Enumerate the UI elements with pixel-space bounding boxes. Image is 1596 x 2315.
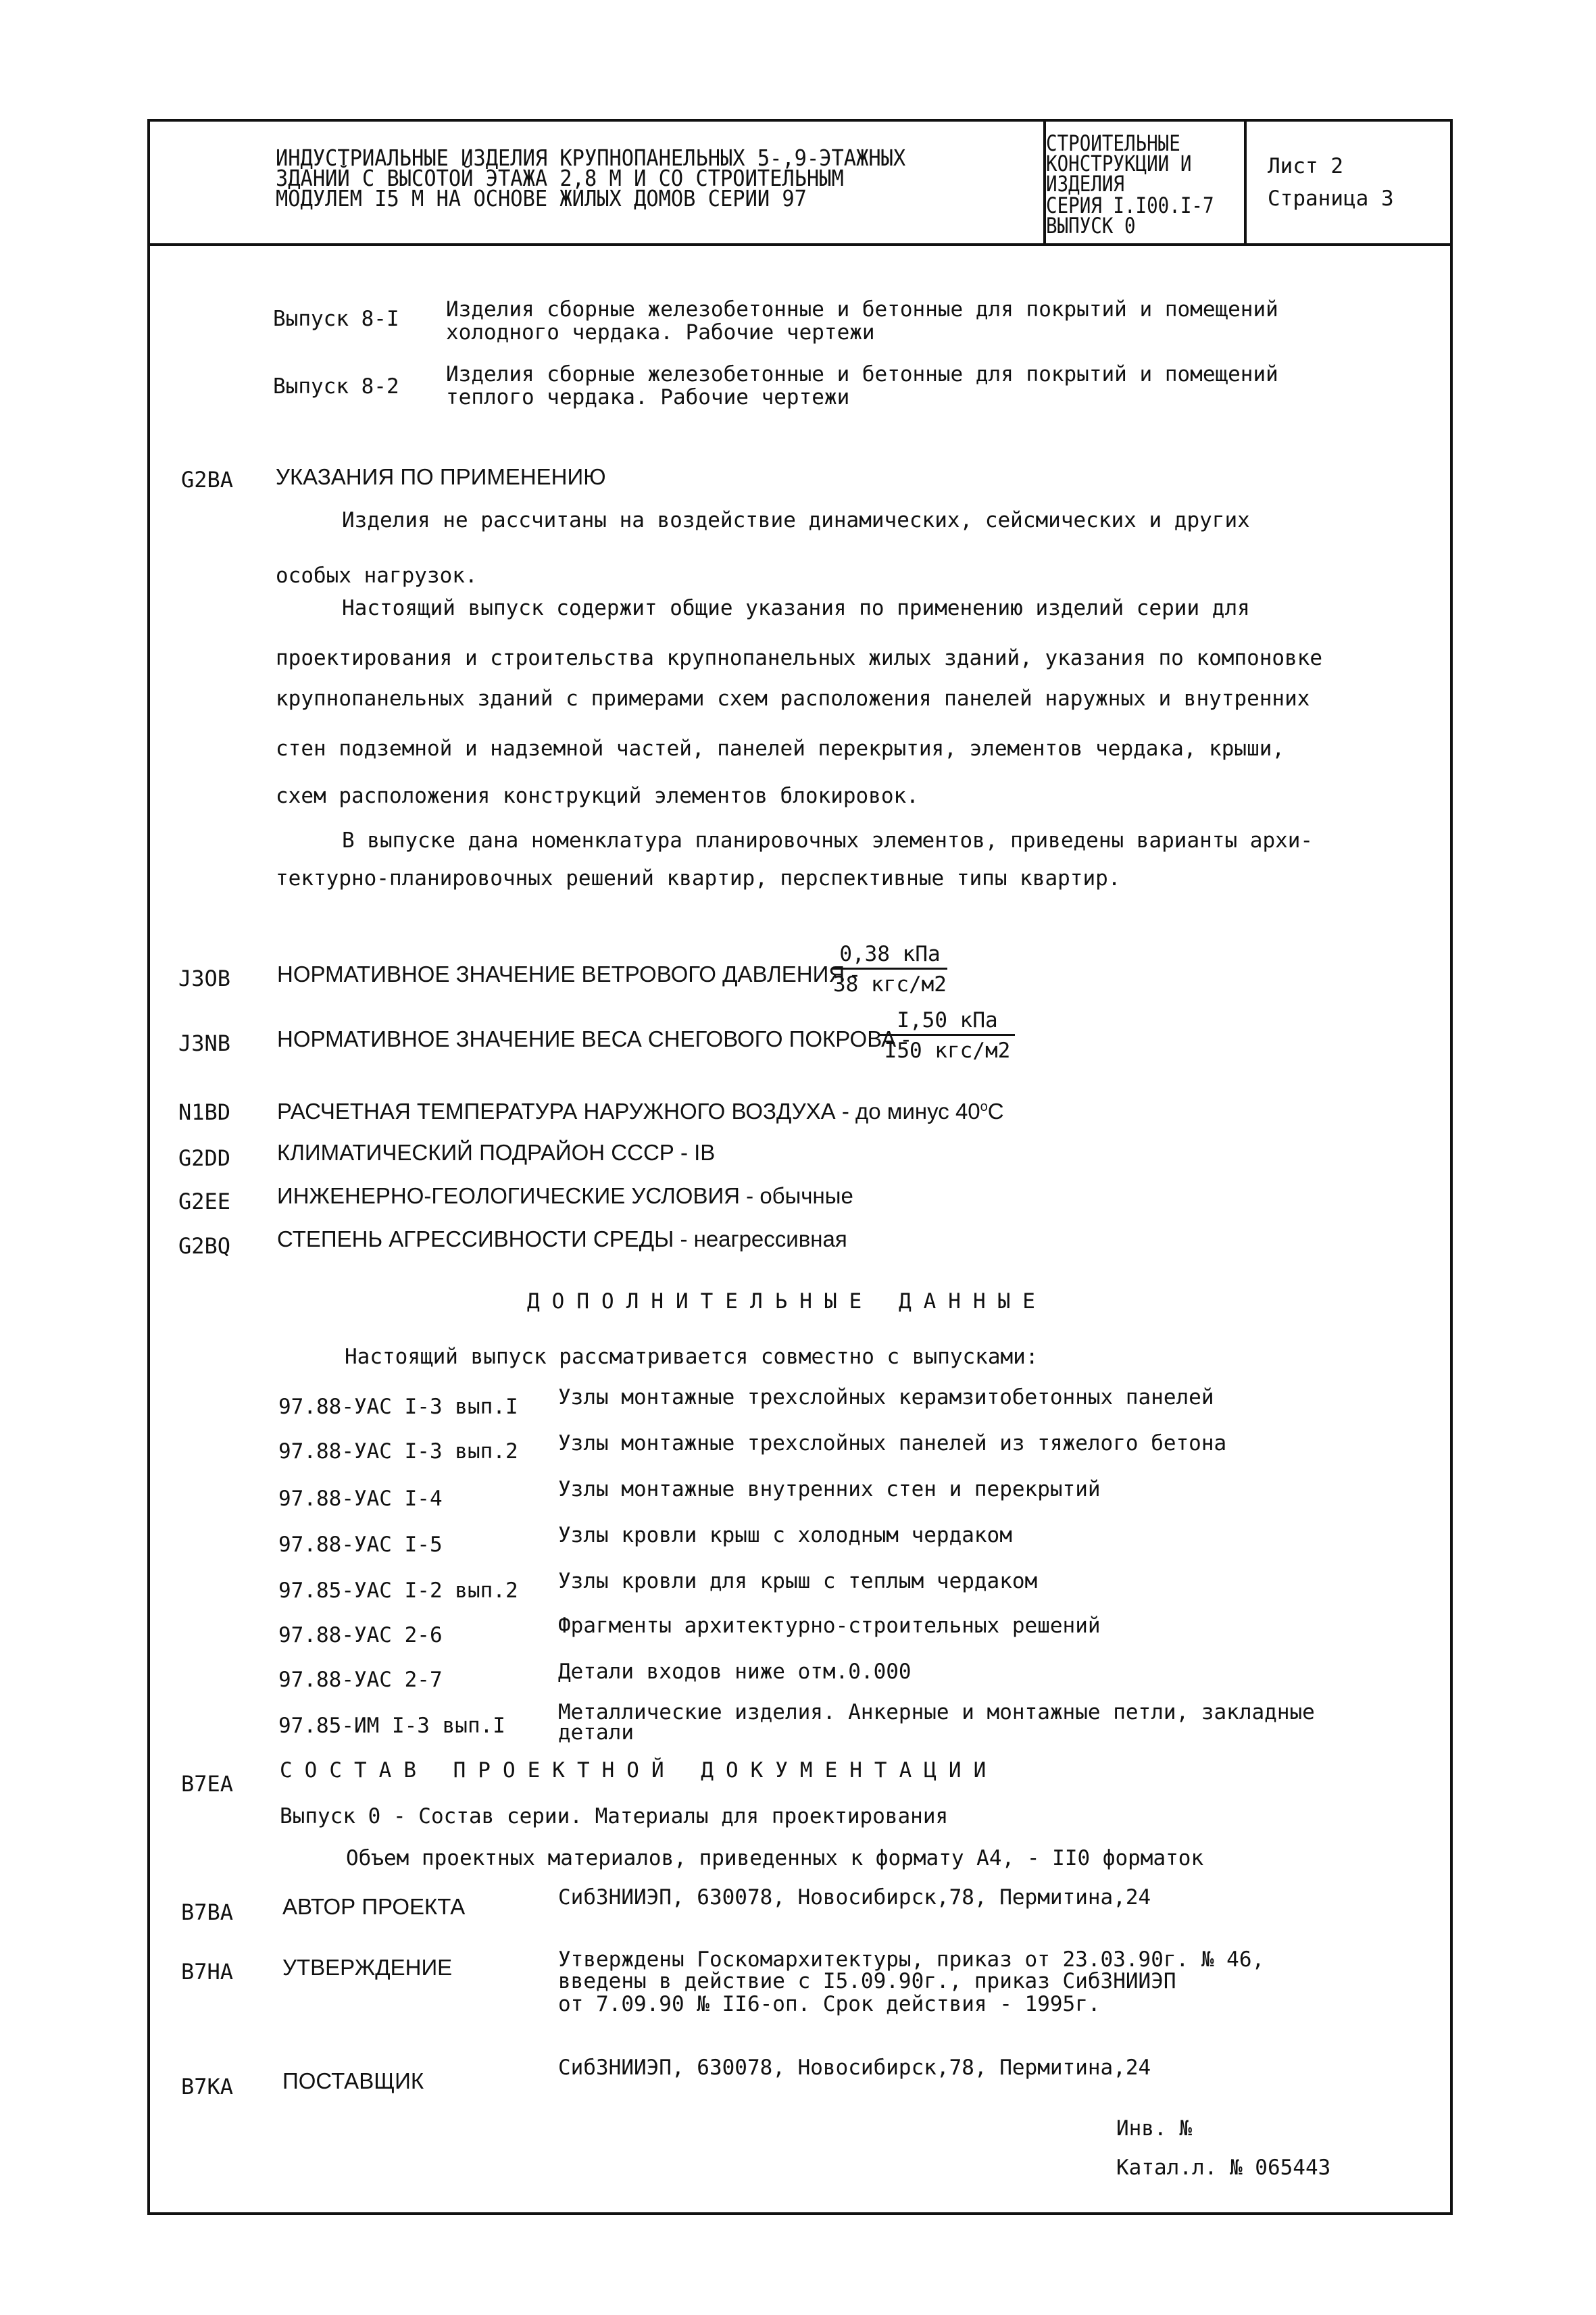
snow-load-value [880,1008,1015,1063]
section-code: B7EA [181,1771,234,1797]
series-line-4: СЕРИЯ I.I00.I-7 [1046,193,1214,218]
related-issue-ref: 97.88-УАС 2-7 [278,1668,443,1692]
section-code: B7HA [181,1959,234,1985]
wind-pressure-value [832,942,947,997]
series-line-1: СТРОИТЕЛЬНЫЕ [1046,130,1180,156]
related-issue-ref: 97.88-УАС I-3 вып.2 [278,1439,518,1464]
issue-desc-line: Изделия сборные железобетонные и бетонные для покрытий и помещений [446,297,1278,322]
snow-load-label: НОРМАТИВНОЕ ЗНАЧЕНИЕ ВЕСА СНЕГОВОГО ПОКРОВА - [277,1026,910,1051]
section-code: B7KA [181,2074,234,2099]
title-block-divider-2 [1244,119,1247,246]
related-issue-desc: Узлы монтажные внутренних стен и перекрытий [558,1477,1101,1501]
series-line-5: ВЫПУСК 0 [1046,213,1136,239]
wind-pressure-kgs: 38 кгс/м2 [833,972,947,997]
paragraph-line: В выпуске дана номенклатура планировочных элементов, приведены варианты архи- [342,828,1314,853]
related-issue-ref: 97.88-УАС 2-6 [278,1623,443,1647]
series-line-3: ИЗДЕЛИЯ [1046,171,1124,197]
related-issue-ref: 97.85-ИМ I-3 вып.I [278,1714,505,1738]
sheet-number: Лист 2 [1268,154,1343,178]
section-heading-application: УКАЗАНИЯ ПО ПРИМЕНЕНИЮ [276,464,606,489]
page-number: Страница 3 [1268,186,1394,211]
related-issue-desc: Детали входов ниже отм.0.000 [558,1660,912,1684]
paragraph-line: тектурно-планировочных решений квартир, перспективные типы квартир. [276,866,1121,891]
approval-line: введены в действие с I5.09.90г., приказ СибЗНИИЭП [558,1969,1176,1993]
geology-conditions: ИНЖЕНЕРНО-ГЕОЛОГИЧЕСКИЕ УСЛОВИЯ - обычные [277,1183,853,1208]
related-issue-desc: Узлы монтажные трехслойных керамзитобетонных панелей [558,1385,1214,1410]
param-code: G2EE [178,1189,231,1214]
related-issue-ref: 97.88-УАС I-5 [278,1533,443,1557]
paragraph-line: проектирования и строительства крупнопанельных жилых зданий, указания по компоновке [276,646,1323,670]
documentation-line-1: Выпуск 0 - Состав серии. Материалы для проектирования [280,1804,949,1828]
related-issue-ref: 97.88-УАС I-3 вып.I [278,1395,518,1419]
param-code: G2DD [178,1145,231,1171]
paragraph-line: Изделия не рассчитаны на воздействие динамических, сейсмических и других [342,508,1250,532]
related-issue-desc: Узлы кровли крыш с холодным чердаком [558,1523,1012,1547]
section-code: B7BA [181,1899,234,1925]
issue-desc-line: теплого чердака. Рабочие чертежи [446,385,850,409]
section-heading-documentation: СОСТАВ ПРОЕКТНОЙ ДОКУМЕНТАЦИИ [280,1758,999,1783]
documentation-line-2: Объем проектных материалов, приведенных к формату А4, - II0 форматок [346,1846,1204,1870]
author-value: СибЗНИИЭП, 630078, Новосибирск,78, Пермитина,24 [558,1885,1151,1910]
inventory-number: Инв. № [1116,2116,1192,2141]
title-line-1: ИНДУСТРИАЛЬНЫЕ ИЗДЕЛИЯ КРУПНОПАНЕЛЬНЫХ 5-,9-ЭТАЖНЫХ [276,145,906,171]
issue-label: Выпуск 8-I [273,307,399,331]
environment-aggression: СТЕПЕНЬ АГРЕССИВНОСТИ СРЕДЫ - неагрессивная [277,1226,847,1251]
author-label: АВТОР ПРОЕКТА [282,1894,466,1919]
paragraph-line: крупнопанельных зданий с примерами схем расположения панелей наружных и внутренних [276,687,1310,711]
related-issue-desc: Узлы монтажные трехслойных панелей из тяжелого бетона [558,1431,1227,1455]
title-line-2: ЗДАНИЙ С ВЫСОТОЙ ЭТАЖА 2,8 М И СО СТРОИТЕЛЬНЫМ [276,165,844,191]
paragraph-line: особых нагрузок. [276,564,478,588]
wind-pressure-kpa: 0,38 кПа [832,942,947,970]
snow-load-kgs: I50 кгс/м2 [884,1039,1011,1063]
wind-pressure-label: НОРМАТИВНОЕ ЗНАЧЕНИЕ ВЕТРОВОГО ДАВЛЕНИЯ - [277,962,859,987]
param-code: N1BD [178,1099,231,1125]
title-line-3: МОДУЛЕМ I5 М НА ОСНОВЕ ЖИЛЫХ ДОМОВ СЕРИИ 97 [276,185,807,211]
related-issue-desc: Металлические изделия. Анкерные и монтажные петли, закладные [558,1700,1315,1724]
param-code: G2BQ [178,1233,231,1259]
snow-load-kpa: I,50 кПа [880,1008,1015,1036]
supplier-value: СибЗНИИЭП, 630078, Новосибирск,78, Пермитина,24 [558,2056,1151,2080]
series-line-2: КОНСТРУКЦИИ И [1046,151,1192,176]
approval-label: УТВЕРЖДЕНИЕ [282,1955,453,1980]
related-issue-desc: Узлы кровли для крыш с теплым чердаком [558,1569,1038,1593]
param-code: J3NB [178,1030,231,1056]
paragraph-line: Настоящий выпуск содержит общие указания по применению изделий серии для [342,596,1250,620]
supplier-label: ПОСТАВЩИК [282,2068,424,2093]
additional-intro: Настоящий выпуск рассматривается совместно с выпусками: [345,1345,1039,1369]
section-code: G2BA [181,467,234,493]
section-heading-additional: ДОПОЛНИТЕЛЬНЫЕ ДАННЫЕ [527,1289,1047,1314]
related-issue-ref: 97.88-УАС I-4 [278,1487,443,1511]
related-issue-desc: Фрагменты архитектурно-строительных решений [558,1614,1101,1638]
climate-subregion: КЛИМАТИЧЕСКИЙ ПОДРАЙОН СССР - IB [277,1140,716,1165]
related-issue-ref: 97.85-УАС I-2 вып.2 [278,1578,518,1603]
approval-line: Утверждены Госкомархитектуры, приказ от 23.03.90г. № 46, [558,1947,1265,1972]
paragraph-line: стен подземной и надземной частей, панелей перекрытия, элементов чердака, крыши, [276,737,1285,761]
approval-line: от 7.09.90 № II6-оп. Срок действия - 1995г. [558,1992,1101,2016]
catalog-number: Катал.л. № 065443 [1116,2156,1331,2180]
degree-sign: о [980,1099,988,1114]
issue-label: Выпуск 8-2 [273,374,399,399]
issue-desc-line: холодного чердака. Рабочие чертежи [446,320,875,345]
temperature-unit: С [987,1099,1004,1124]
paragraph-line: схем расположения конструкций элементов блокировок. [276,784,919,808]
param-code: J3OB [178,966,231,991]
outdoor-temperature [277,1095,1004,1124]
issue-desc-line: Изделия сборные железобетонные и бетонные для покрытий и помещений [446,362,1278,387]
related-issue-desc-cont: детали [558,1720,634,1745]
outdoor-temperature-text: РАСЧЕТНАЯ ТЕМПЕРАТУРА НАРУЖНОГО ВОЗДУХА - до минус 40 [277,1099,980,1124]
title-block-bottom-line [147,243,1450,246]
